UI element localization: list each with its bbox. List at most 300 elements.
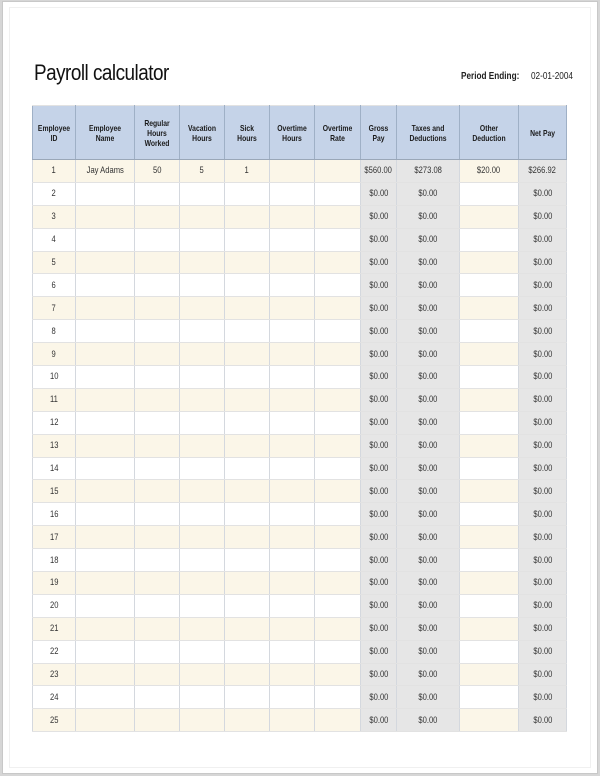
table-row bbox=[33, 480, 567, 503]
cell-sick-hours[interactable] bbox=[225, 709, 270, 732]
cell-regular-hours[interactable] bbox=[135, 663, 180, 686]
table-row bbox=[33, 343, 567, 366]
cell-value: $0.00 bbox=[418, 531, 438, 543]
cell-value: 5 bbox=[199, 165, 205, 177]
cell-value: $0.00 bbox=[532, 257, 553, 268]
cell-value: $0.00 bbox=[418, 623, 438, 635]
cell-value: $0.00 bbox=[532, 554, 553, 566]
cell-vacation-hours[interactable] bbox=[180, 709, 225, 732]
cell-name[interactable] bbox=[76, 686, 135, 709]
cell-overtime-hours[interactable] bbox=[270, 709, 315, 732]
column-header-net-pay bbox=[519, 106, 567, 160]
cell-other-deduction[interactable] bbox=[460, 617, 519, 640]
cell-other-deduction[interactable] bbox=[460, 320, 519, 343]
cell-overtime-rate[interactable] bbox=[315, 411, 361, 434]
cell-vacation-hours[interactable] bbox=[180, 663, 225, 686]
cell-sick-hours[interactable] bbox=[225, 572, 270, 595]
cell-value: 6 bbox=[51, 279, 57, 291]
cell-overtime-rate[interactable] bbox=[315, 388, 361, 411]
cell-sick-hours[interactable] bbox=[225, 160, 270, 183]
cell-taxes bbox=[397, 366, 460, 389]
cell-sick-hours[interactable] bbox=[225, 663, 270, 686]
cell-value: $0.00 bbox=[368, 257, 389, 268]
cell-name[interactable] bbox=[76, 297, 135, 320]
cell-vacation-hours[interactable] bbox=[180, 503, 225, 526]
cell-overtime-hours[interactable] bbox=[270, 480, 315, 503]
cell-value: $0.00 bbox=[418, 302, 438, 314]
cell-sick-hours[interactable] bbox=[225, 366, 270, 389]
cell-vacation-hours[interactable] bbox=[180, 686, 225, 709]
cell-vacation-hours[interactable] bbox=[180, 274, 225, 297]
cell-overtime-hours[interactable] bbox=[270, 320, 315, 343]
cell-overtime-hours[interactable] bbox=[270, 182, 315, 205]
cell-value: $0.00 bbox=[418, 348, 438, 360]
cell-value: 8 bbox=[51, 325, 57, 337]
cell-value: $0.00 bbox=[418, 554, 438, 566]
cell-overtime-rate[interactable] bbox=[315, 274, 361, 297]
table-row bbox=[33, 617, 567, 640]
cell-overtime-rate[interactable] bbox=[315, 228, 361, 251]
cell-other-deduction[interactable] bbox=[460, 343, 519, 366]
cell-other-deduction[interactable] bbox=[460, 572, 519, 595]
cell-overtime-hours[interactable] bbox=[270, 663, 315, 686]
cell-value: 12 bbox=[49, 417, 59, 429]
table-row bbox=[33, 503, 567, 526]
cell-vacation-hours[interactable] bbox=[180, 526, 225, 549]
cell-taxes bbox=[397, 274, 460, 297]
cell-name[interactable] bbox=[76, 205, 135, 228]
cell-name[interactable] bbox=[76, 526, 135, 549]
cell-name[interactable] bbox=[76, 640, 135, 663]
cell-value: 20 bbox=[49, 600, 59, 612]
cell-value: $0.00 bbox=[532, 531, 553, 543]
cell-regular-hours[interactable] bbox=[135, 526, 180, 549]
cell-value: $0.00 bbox=[418, 714, 438, 726]
cell-value: $0.00 bbox=[418, 234, 438, 246]
cell-sick-hours[interactable] bbox=[225, 434, 270, 457]
cell-overtime-rate[interactable] bbox=[315, 366, 361, 389]
table-row bbox=[33, 457, 567, 480]
cell-overtime-rate[interactable] bbox=[315, 617, 361, 640]
table-row bbox=[33, 686, 567, 709]
cell-value: $0.00 bbox=[532, 394, 553, 406]
cell-gross-pay bbox=[361, 343, 397, 366]
cell-id bbox=[33, 549, 76, 572]
cell-overtime-rate[interactable] bbox=[315, 343, 361, 366]
cell-vacation-hours[interactable] bbox=[180, 251, 225, 274]
column-header-taxes bbox=[397, 106, 460, 160]
cell-gross-pay bbox=[361, 388, 397, 411]
cell-value: $0.00 bbox=[368, 211, 389, 223]
cell-vacation-hours[interactable] bbox=[180, 640, 225, 663]
cell-vacation-hours[interactable] bbox=[180, 617, 225, 640]
cell-name[interactable] bbox=[76, 160, 135, 183]
cell-value: 21 bbox=[49, 623, 59, 635]
cell-net-pay bbox=[519, 686, 567, 709]
cell-value: 13 bbox=[49, 440, 59, 452]
column-header-label: Vacation Hours bbox=[188, 122, 216, 143]
cell-taxes bbox=[397, 709, 460, 732]
cell-id bbox=[33, 594, 76, 617]
cell-other-deduction[interactable] bbox=[460, 251, 519, 274]
cell-overtime-rate[interactable] bbox=[315, 549, 361, 572]
cell-gross-pay bbox=[361, 434, 397, 457]
cell-net-pay bbox=[519, 320, 567, 343]
cell-overtime-hours[interactable] bbox=[270, 434, 315, 457]
cell-regular-hours[interactable] bbox=[135, 594, 180, 617]
cell-sick-hours[interactable] bbox=[225, 205, 270, 228]
cell-other-deduction[interactable] bbox=[460, 228, 519, 251]
cell-regular-hours[interactable] bbox=[135, 640, 180, 663]
cell-other-deduction[interactable] bbox=[460, 366, 519, 389]
cell-id bbox=[33, 274, 76, 297]
table-body bbox=[33, 160, 567, 732]
cell-sick-hours[interactable] bbox=[225, 549, 270, 572]
cell-other-deduction[interactable] bbox=[460, 709, 519, 732]
cell-overtime-hours[interactable] bbox=[270, 297, 315, 320]
cell-sick-hours[interactable] bbox=[225, 457, 270, 480]
cell-overtime-hours[interactable] bbox=[270, 594, 315, 617]
cell-taxes bbox=[397, 434, 460, 457]
cell-overtime-hours[interactable] bbox=[270, 205, 315, 228]
cell-vacation-hours[interactable] bbox=[180, 549, 225, 572]
cell-net-pay bbox=[519, 182, 567, 205]
cell-regular-hours[interactable] bbox=[135, 366, 180, 389]
cell-vacation-hours[interactable] bbox=[180, 205, 225, 228]
cell-overtime-hours[interactable] bbox=[270, 251, 315, 274]
cell-regular-hours[interactable] bbox=[135, 503, 180, 526]
cell-gross-pay bbox=[361, 205, 397, 228]
cell-name[interactable] bbox=[76, 480, 135, 503]
period-ending-label: Period Ending: bbox=[461, 71, 520, 82]
cell-name[interactable] bbox=[76, 594, 135, 617]
cell-other-deduction[interactable] bbox=[460, 434, 519, 457]
column-header-label: Overtime Rate bbox=[322, 122, 353, 143]
cell-value: $0.00 bbox=[368, 463, 389, 475]
cell-sick-hours[interactable] bbox=[225, 343, 270, 366]
cell-regular-hours[interactable] bbox=[135, 251, 180, 274]
cell-value: $0.00 bbox=[532, 348, 553, 360]
cell-value: $0.00 bbox=[418, 691, 438, 703]
cell-name[interactable] bbox=[76, 343, 135, 366]
cell-value: 10 bbox=[49, 371, 59, 383]
cell-name[interactable] bbox=[76, 388, 135, 411]
cell-overtime-rate[interactable] bbox=[315, 594, 361, 617]
cell-vacation-hours[interactable] bbox=[180, 388, 225, 411]
cell-other-deduction[interactable] bbox=[460, 549, 519, 572]
cell-sick-hours[interactable] bbox=[225, 297, 270, 320]
cell-taxes bbox=[397, 594, 460, 617]
cell-overtime-rate[interactable] bbox=[315, 709, 361, 732]
cell-regular-hours[interactable] bbox=[135, 274, 180, 297]
table-row bbox=[33, 526, 567, 549]
cell-other-deduction[interactable] bbox=[460, 205, 519, 228]
cell-name[interactable] bbox=[76, 434, 135, 457]
cell-value: $0.00 bbox=[532, 463, 553, 475]
cell-other-deduction[interactable] bbox=[460, 594, 519, 617]
cell-value: $0.00 bbox=[368, 691, 389, 703]
cell-taxes bbox=[397, 686, 460, 709]
cell-gross-pay bbox=[361, 594, 397, 617]
column-header-overtime-rate bbox=[315, 106, 361, 160]
period-ending-value[interactable]: 02-01-2004 bbox=[531, 71, 573, 82]
cell-overtime-hours[interactable] bbox=[270, 617, 315, 640]
cell-overtime-hours[interactable] bbox=[270, 549, 315, 572]
cell-net-pay bbox=[519, 663, 567, 686]
payroll-table bbox=[32, 105, 567, 732]
cell-value: $0.00 bbox=[368, 325, 389, 337]
cell-vacation-hours[interactable] bbox=[180, 411, 225, 434]
cell-overtime-rate[interactable] bbox=[315, 640, 361, 663]
cell-regular-hours[interactable] bbox=[135, 343, 180, 366]
cell-overtime-hours[interactable] bbox=[270, 343, 315, 366]
cell-sick-hours[interactable] bbox=[225, 503, 270, 526]
cell-other-deduction[interactable] bbox=[460, 297, 519, 320]
cell-value: $0.00 bbox=[368, 394, 389, 406]
cell-name[interactable] bbox=[76, 503, 135, 526]
cell-regular-hours[interactable] bbox=[135, 457, 180, 480]
cell-regular-hours[interactable] bbox=[135, 411, 180, 434]
cell-overtime-hours[interactable] bbox=[270, 572, 315, 595]
cell-regular-hours[interactable] bbox=[135, 320, 180, 343]
cell-overtime-rate[interactable] bbox=[315, 480, 361, 503]
table-row bbox=[33, 549, 567, 572]
cell-regular-hours[interactable] bbox=[135, 686, 180, 709]
cell-taxes bbox=[397, 251, 460, 274]
cell-sick-hours[interactable] bbox=[225, 617, 270, 640]
cell-sick-hours[interactable] bbox=[225, 480, 270, 503]
cell-overtime-hours[interactable] bbox=[270, 503, 315, 526]
cell-value: $0.00 bbox=[532, 577, 553, 589]
cell-gross-pay bbox=[361, 480, 397, 503]
cell-other-deduction[interactable] bbox=[460, 503, 519, 526]
cell-gross-pay bbox=[361, 228, 397, 251]
cell-value: $0.00 bbox=[532, 188, 553, 200]
cell-overtime-hours[interactable] bbox=[270, 160, 315, 183]
cell-name[interactable] bbox=[76, 663, 135, 686]
cell-regular-hours[interactable] bbox=[135, 205, 180, 228]
cell-id bbox=[33, 228, 76, 251]
cell-overtime-rate[interactable] bbox=[315, 320, 361, 343]
cell-sick-hours[interactable] bbox=[225, 640, 270, 663]
cell-vacation-hours[interactable] bbox=[180, 572, 225, 595]
cell-net-pay bbox=[519, 251, 567, 274]
cell-other-deduction[interactable] bbox=[460, 480, 519, 503]
cell-id bbox=[33, 251, 76, 274]
cell-value: $0.00 bbox=[418, 600, 438, 612]
cell-id bbox=[33, 297, 76, 320]
cell-vacation-hours[interactable] bbox=[180, 228, 225, 251]
cell-overtime-hours[interactable] bbox=[270, 366, 315, 389]
table-row bbox=[33, 160, 567, 183]
column-header-label: Sick Hours bbox=[237, 122, 257, 143]
cell-id bbox=[33, 572, 76, 595]
cell-value: $0.00 bbox=[368, 279, 389, 291]
cell-sick-hours[interactable] bbox=[225, 320, 270, 343]
cell-overtime-rate[interactable] bbox=[315, 686, 361, 709]
cell-vacation-hours[interactable] bbox=[180, 343, 225, 366]
cell-gross-pay bbox=[361, 411, 397, 434]
cell-overtime-rate[interactable] bbox=[315, 297, 361, 320]
cell-net-pay bbox=[519, 709, 567, 732]
table-row bbox=[33, 594, 567, 617]
cell-vacation-hours[interactable] bbox=[180, 182, 225, 205]
cell-value: 22 bbox=[49, 646, 59, 658]
cell-sick-hours[interactable] bbox=[225, 526, 270, 549]
cell-overtime-rate[interactable] bbox=[315, 205, 361, 228]
cell-value: $0.00 bbox=[418, 325, 438, 337]
cell-other-deduction[interactable] bbox=[460, 411, 519, 434]
cell-overtime-rate[interactable] bbox=[315, 457, 361, 480]
cell-other-deduction[interactable] bbox=[460, 686, 519, 709]
cell-value: 14 bbox=[49, 463, 59, 475]
cell-value: $0.00 bbox=[368, 508, 389, 520]
cell-value: 15 bbox=[49, 485, 59, 497]
column-header-label: Other Deduction bbox=[472, 122, 506, 143]
cell-sick-hours[interactable] bbox=[225, 274, 270, 297]
cell-value: $0.00 bbox=[368, 485, 389, 497]
cell-overtime-rate[interactable] bbox=[315, 663, 361, 686]
cell-name[interactable] bbox=[76, 617, 135, 640]
cell-value: 17 bbox=[49, 531, 59, 543]
cell-name[interactable] bbox=[76, 182, 135, 205]
cell-value: $0.00 bbox=[418, 188, 438, 200]
cell-taxes bbox=[397, 343, 460, 366]
cell-regular-hours[interactable] bbox=[135, 617, 180, 640]
cell-overtime-rate[interactable] bbox=[315, 526, 361, 549]
cell-other-deduction[interactable] bbox=[460, 182, 519, 205]
cell-other-deduction[interactable] bbox=[460, 640, 519, 663]
cell-regular-hours[interactable] bbox=[135, 228, 180, 251]
cell-value: $0.00 bbox=[532, 669, 553, 681]
cell-value: $0.00 bbox=[418, 463, 438, 475]
cell-name[interactable] bbox=[76, 251, 135, 274]
cell-other-deduction[interactable] bbox=[460, 160, 519, 183]
cell-value: $0.00 bbox=[368, 669, 389, 681]
cell-value: $0.00 bbox=[418, 279, 438, 291]
cell-taxes bbox=[397, 411, 460, 434]
cell-overtime-hours[interactable] bbox=[270, 388, 315, 411]
cell-name[interactable] bbox=[76, 366, 135, 389]
cell-name[interactable] bbox=[76, 457, 135, 480]
cell-overtime-hours[interactable] bbox=[270, 686, 315, 709]
cell-regular-hours[interactable] bbox=[135, 182, 180, 205]
cell-name[interactable] bbox=[76, 549, 135, 572]
cell-gross-pay bbox=[361, 274, 397, 297]
cell-taxes bbox=[397, 297, 460, 320]
cell-other-deduction[interactable] bbox=[460, 457, 519, 480]
cell-overtime-hours[interactable] bbox=[270, 640, 315, 663]
cell-overtime-hours[interactable] bbox=[270, 274, 315, 297]
cell-regular-hours[interactable] bbox=[135, 297, 180, 320]
cell-overtime-hours[interactable] bbox=[270, 526, 315, 549]
cell-value: $0.00 bbox=[418, 417, 438, 429]
cell-overtime-hours[interactable] bbox=[270, 228, 315, 251]
document-title: Payroll calculator bbox=[34, 60, 169, 85]
cell-id bbox=[33, 503, 76, 526]
cell-overtime-rate[interactable] bbox=[315, 503, 361, 526]
cell-value: $0.00 bbox=[532, 485, 553, 497]
cell-gross-pay bbox=[361, 640, 397, 663]
cell-vacation-hours[interactable] bbox=[180, 160, 225, 183]
cell-value: $0.00 bbox=[532, 371, 553, 383]
cell-value: $0.00 bbox=[418, 669, 438, 681]
cell-name[interactable] bbox=[76, 709, 135, 732]
cell-regular-hours[interactable] bbox=[135, 572, 180, 595]
cell-value: $20.00 bbox=[477, 165, 501, 177]
cell-other-deduction[interactable] bbox=[460, 526, 519, 549]
cell-other-deduction[interactable] bbox=[460, 663, 519, 686]
cell-value: $0.00 bbox=[368, 531, 389, 543]
cell-vacation-hours[interactable] bbox=[180, 297, 225, 320]
cell-name[interactable] bbox=[76, 411, 135, 434]
cell-id bbox=[33, 320, 76, 343]
cell-value: $0.00 bbox=[368, 188, 389, 200]
cell-gross-pay bbox=[361, 549, 397, 572]
cell-id bbox=[33, 160, 76, 183]
cell-value: 4 bbox=[51, 234, 57, 246]
cell-overtime-hours[interactable] bbox=[270, 457, 315, 480]
cell-regular-hours[interactable] bbox=[135, 434, 180, 457]
cell-sick-hours[interactable] bbox=[225, 228, 270, 251]
cell-vacation-hours[interactable] bbox=[180, 457, 225, 480]
cell-net-pay bbox=[519, 343, 567, 366]
cell-value: $0.00 bbox=[532, 302, 553, 314]
cell-regular-hours[interactable] bbox=[135, 480, 180, 503]
cell-value: 7 bbox=[51, 302, 57, 314]
table-row bbox=[33, 640, 567, 663]
cell-overtime-rate[interactable] bbox=[315, 160, 361, 183]
cell-id bbox=[33, 343, 76, 366]
cell-name[interactable] bbox=[76, 572, 135, 595]
cell-sick-hours[interactable] bbox=[225, 594, 270, 617]
cell-sick-hours[interactable] bbox=[225, 182, 270, 205]
cell-value: Jay Adams bbox=[86, 165, 124, 177]
cell-vacation-hours[interactable] bbox=[180, 366, 225, 389]
cell-overtime-rate[interactable] bbox=[315, 182, 361, 205]
cell-other-deduction[interactable] bbox=[460, 388, 519, 411]
cell-regular-hours[interactable] bbox=[135, 160, 180, 183]
cell-vacation-hours[interactable] bbox=[180, 434, 225, 457]
cell-sick-hours[interactable] bbox=[225, 251, 270, 274]
cell-vacation-hours[interactable] bbox=[180, 480, 225, 503]
cell-vacation-hours[interactable] bbox=[180, 320, 225, 343]
cell-sick-hours[interactable] bbox=[225, 411, 270, 434]
cell-sick-hours[interactable] bbox=[225, 388, 270, 411]
cell-value: $0.00 bbox=[368, 554, 389, 566]
cell-id bbox=[33, 709, 76, 732]
cell-value: $0.00 bbox=[532, 440, 553, 452]
table-row bbox=[33, 320, 567, 343]
cell-id bbox=[33, 480, 76, 503]
cell-overtime-rate[interactable] bbox=[315, 434, 361, 457]
column-header-label: Gross Pay bbox=[368, 122, 389, 143]
cell-regular-hours[interactable] bbox=[135, 549, 180, 572]
cell-vacation-hours[interactable] bbox=[180, 594, 225, 617]
cell-name[interactable] bbox=[76, 228, 135, 251]
column-header-regular-hours bbox=[135, 106, 180, 160]
cell-sick-hours[interactable] bbox=[225, 686, 270, 709]
cell-regular-hours[interactable] bbox=[135, 709, 180, 732]
cell-value: 19 bbox=[49, 577, 59, 589]
cell-other-deduction[interactable] bbox=[460, 274, 519, 297]
cell-overtime-hours[interactable] bbox=[270, 411, 315, 434]
cell-name[interactable] bbox=[76, 320, 135, 343]
cell-name[interactable] bbox=[76, 274, 135, 297]
cell-overtime-rate[interactable] bbox=[315, 572, 361, 595]
cell-overtime-rate[interactable] bbox=[315, 251, 361, 274]
cell-regular-hours[interactable] bbox=[135, 388, 180, 411]
